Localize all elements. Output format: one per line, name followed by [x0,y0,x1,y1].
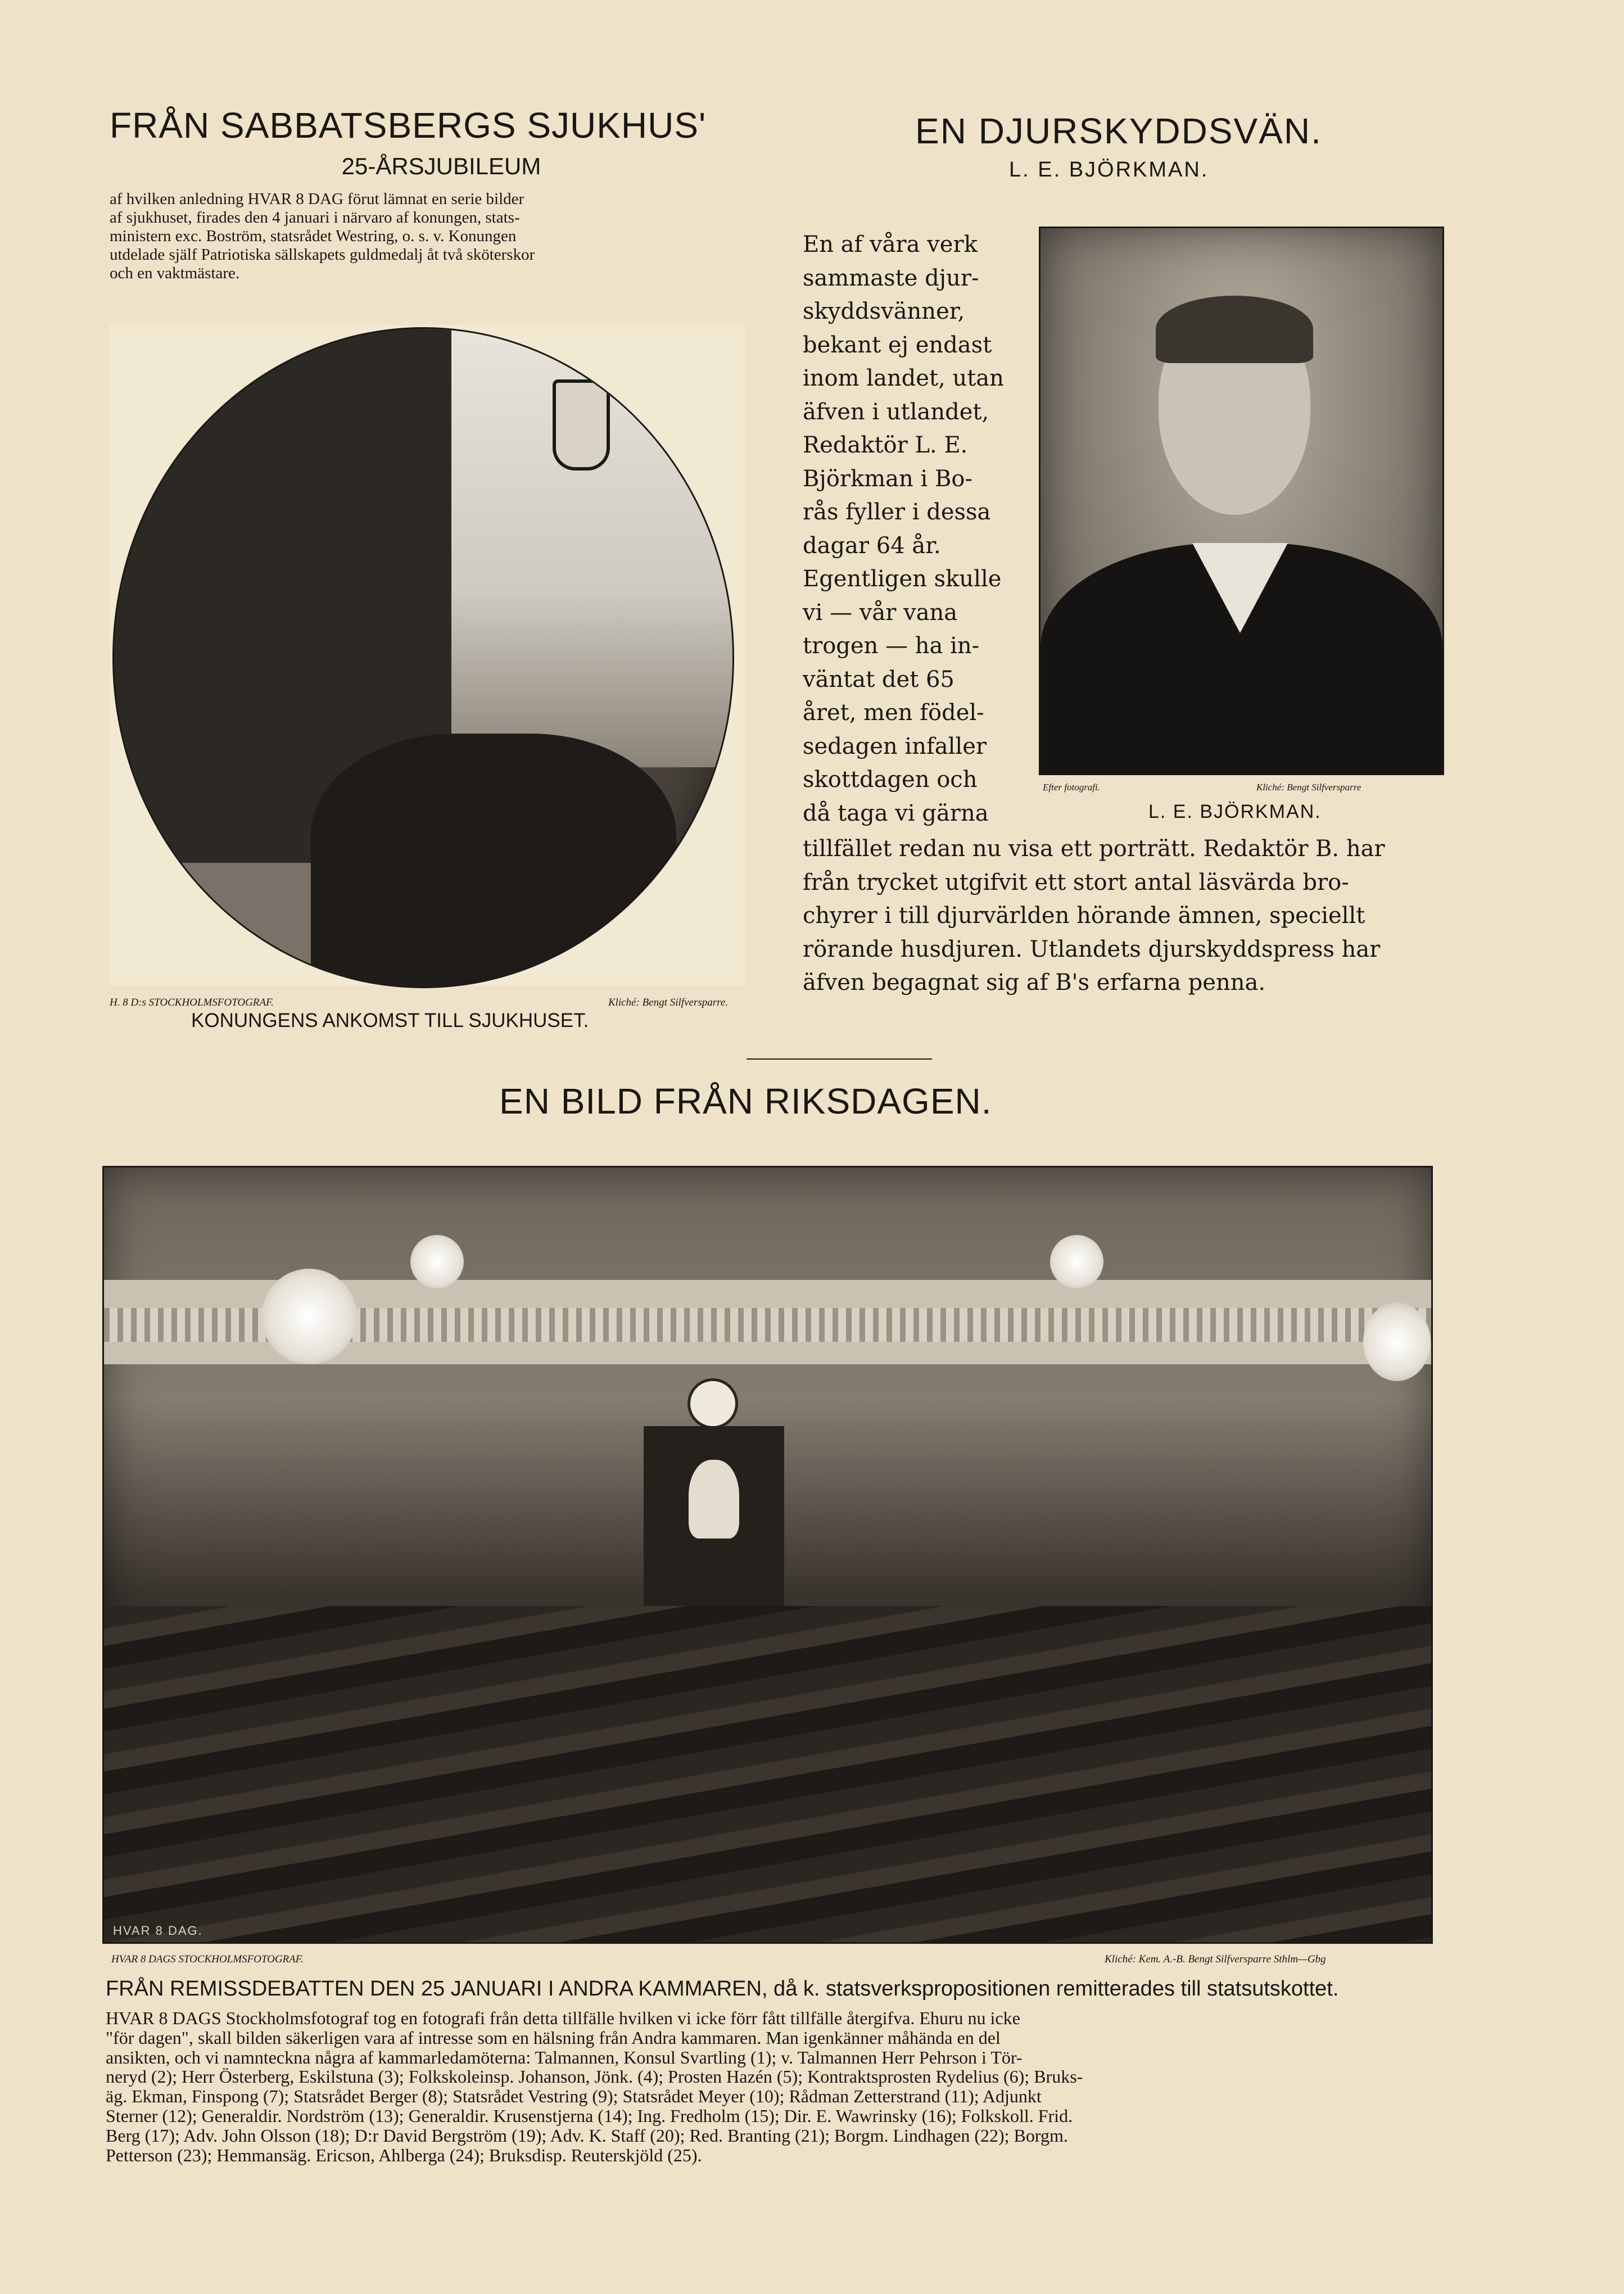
body-line: neryd (2); Herr Österberg, Eskilstuna (3); Folkskoleinsp. Johanson, Jönk. (4); Prosten Hazén (5); Kontraktsprosten Rydelius (6); Bruks- [106,2066,1083,2087]
riksdag-cliche-credit: Kliché: Kem. A.-B. Bengt Silfversparre Sthlm—Gbg [1105,1953,1326,1965]
intro-line: af sjukhuset, firades den 4 januari i närvaro af konungen, stats- [110,209,520,227]
photo-watermark: HVAR 8 DAG. [113,1924,203,1938]
bjorkman-portrait [1039,227,1444,775]
body-line: sammaste djur- [803,265,979,291]
body-line: chyrer i till djurvärlden hörande ämnen, speciellt [803,903,1365,929]
body-line: dagar 64 år. [803,532,941,559]
portrait-photo-credit: Efter fotografi. [1043,782,1100,793]
photo-chamber-floor [104,1606,1431,1942]
body-line: skottdagen och [803,767,978,793]
photo-watermark: HVAR 8 DAG [210,947,277,960]
king-arrival-photo [112,327,734,988]
left-article-intro [110,190,784,283]
lamp-globe-icon [1363,1302,1431,1381]
photo-caption: KONUNGENS ANKOMST TILL SJUKHUSET. [191,1010,589,1031]
intro-line: och en vaktmästare. [110,264,240,282]
body-line: året, men födel- [803,700,984,726]
body-line: väntat det 65 [803,666,955,693]
body-line: tillfället redan nu visa ett porträtt. Redaktör B. har [803,836,1385,862]
photo-bust [689,1460,739,1539]
right-article-title: EN DJURSKYDDSVÄN. [915,111,1322,151]
photo-crowd [311,734,676,987]
lamp-globe-icon [261,1269,357,1364]
middle-article-title: EN BILD FRÅN RIKSDAGEN. [499,1081,992,1121]
photo-lantern [553,379,610,470]
body-line: Petterson (23); Hemmansäg. Ericson, Ahlberga (24); Bruksdisp. Reuterskjöld (25). [106,2144,702,2165]
intro-line: af hvilken anledning HVAR 8 DAG förut lämnat en serie bilder [110,190,524,208]
body-line: Björkman i Bo- [803,465,972,492]
body-line: Sterner (12); Generaldir. Nordström (13); Generaldir. Krusenstjerna (14); Ing. Fredholm (15); Dir. E. Wawrinsky (16); Folkskoll. Frid. [106,2105,1073,2126]
portrait-caption: L. E. BJÖRKMAN. [1148,801,1322,822]
body-line: äfven i utlandet, [803,399,989,425]
riksdag-body [106,2008,1444,2165]
body-line: rörande husdjuren. Utlandets djurskyddspress har [803,936,1381,962]
lamp-globe-icon [410,1235,464,1288]
riksdag-chamber-photo [102,1166,1433,1944]
left-article-title: FRÅN SABBATSBERGS SJUKHUS' [110,105,707,146]
body-line: ansikten, och vi namnteckna några af kammarledamöterna: Talmannen, Konsul Svartling (1); v. Talmannen Herr Pehrson i Tör- [106,2047,1023,2067]
photo-credit: H. 8 D:s STOCKHOLMSFOTOGRAF. [110,997,274,1008]
riksdag-photo-credit: HVAR 8 DAGS STOCKHOLMSFOTOGRAF. [111,1953,304,1965]
body-line: bekant ej endast [803,332,992,358]
body-line: Berg (17); Adv. John Olsson (18); D:r David Bergström (19); Adv. K. Staff (20); Red. Branting (21); Borgm. Lindhagen (22); Borgm. [106,2125,1068,2146]
left-article-subtitle: 25-ÅRSJUBILEUM [341,153,541,179]
body-line: Egentligen skulle [803,566,1002,592]
right-article-body-wide [803,832,1444,1000]
body-line: En af våra verk [803,232,978,257]
body-line: "för dagen", skall bilden säkerligen vara af intresse som en hälsning från Andra kammaren. Man igenkänner måhända en del [106,2027,1001,2048]
body-line: skyddsvänner, [803,298,965,324]
body-line: Redaktör L. E. [803,432,968,458]
clock-icon [687,1378,738,1429]
body-line: då taga vi gärna [803,800,989,826]
body-line: sedagen infaller [803,733,987,759]
cliche-credit: Kliché: Bengt Silfversparre. [608,997,728,1008]
body-line: inom landet, utan [803,365,1004,391]
intro-line: ministern exc. Boström, statsrådet Westring, o. s. v. Konungen [110,227,517,245]
body-line: äg. Ekman, Finspong (7); Statsrådet Berger (8); Statsrådet Vestring (9); Statsrådet Meyer (10); Rådman Zetterstrand (11); Adjunkt [106,2086,1042,2107]
portrait-hair [1156,296,1313,363]
body-line: HVAR 8 DAGS Stockholmsfotograf tog en fotografi från detta tillfälle hvilken vi icke förr fått tillfälle återgifva. Ehuru nu icke [106,2008,1020,2028]
body-line: rås fyller i dessa [803,499,991,525]
body-line: trogen — ha in- [803,633,980,659]
intro-line: utdelade själf Patriotiska sällskapets guldmedalj åt två sköterskor [110,246,535,264]
body-line: vi — vår vana [803,599,958,626]
section-divider [747,1058,932,1060]
right-article-body-narrow [803,228,1039,830]
portrait-cliche-credit: Kliché: Bengt Silfversparre [1256,782,1361,793]
riksdag-caption: FRÅN REMISSDEBATTEN DEN 25 JANUARI I ANDRA KAMMAREN, då k. statsverkspropositionen remitterades till statsutskottet. [106,1977,1339,2001]
body-line: från trycket utgifvit ett stort antal läsvärda bro- [803,869,1349,895]
body-line: äfven begagnat sig af B's erfarna penna. [803,970,1266,996]
lamp-globe-icon [1050,1235,1103,1288]
right-article-subtitle: L. E. BJÖRKMAN. [1009,158,1209,182]
